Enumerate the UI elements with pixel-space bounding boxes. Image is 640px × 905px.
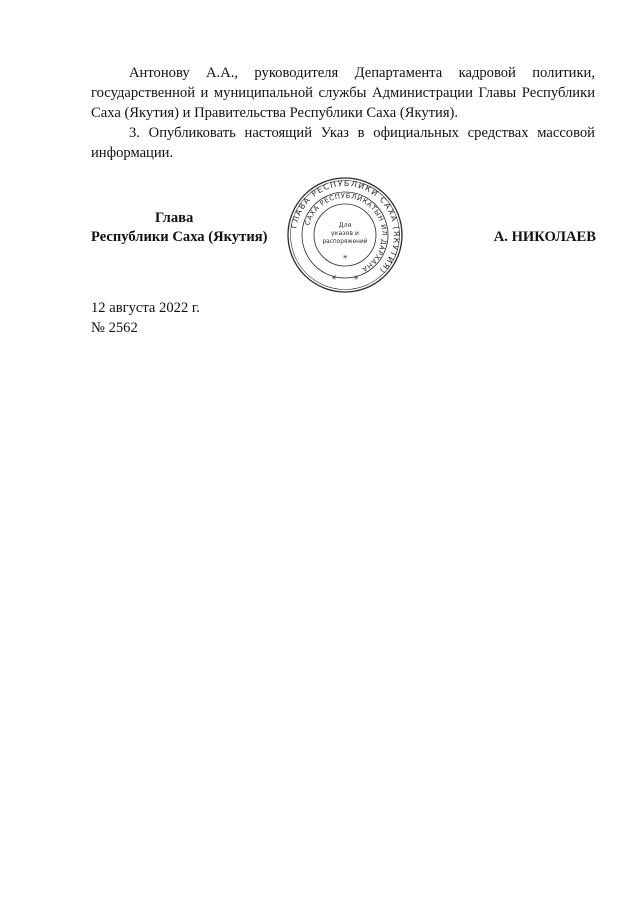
seal-center-line3: распоряжений	[322, 239, 368, 245]
seal-outer-text: ГЛАВА РЕСПУБЛИКИ САХА (ЯКУТИЯ)	[289, 178, 402, 276]
document-body	[91, 63, 595, 163]
seal-inner-text: САХА РЕСПУБЛИКАТЫН ИЛ ДАРХАНА	[303, 191, 389, 274]
official-seal	[285, 175, 405, 295]
paragraph-continuation: Антонову А.А., руководителя Департамента кадровой политики, государственной и муниципальной службы Администрации Главы Республики Саха (Якутия) и Правительства Республики Саха (Якутия).	[91, 65, 595, 121]
seal-center-line2: указов и	[331, 230, 359, 237]
seal-image	[285, 175, 405, 295]
seal-center-line1: Для	[338, 222, 352, 229]
seal-star-icon: ✳	[353, 274, 359, 282]
signatory-title	[91, 209, 281, 247]
signatory-title-line1: Глава	[155, 210, 194, 226]
signatory-title-line2: Республики Саха (Якутия)	[91, 229, 268, 245]
document-number: № 2562	[91, 320, 138, 336]
seal-star-icon: ✳	[342, 254, 348, 261]
signatory-name: А. НИКОЛАЕВ	[493, 229, 596, 245]
document-meta	[91, 298, 200, 338]
paragraph-item-3: 3. Опубликовать настоящий Указ в официальных средствах массовой информации.	[91, 125, 595, 161]
seal-star-icon: ✳	[331, 274, 337, 282]
document-date: 12 августа 2022 г.	[91, 300, 200, 316]
